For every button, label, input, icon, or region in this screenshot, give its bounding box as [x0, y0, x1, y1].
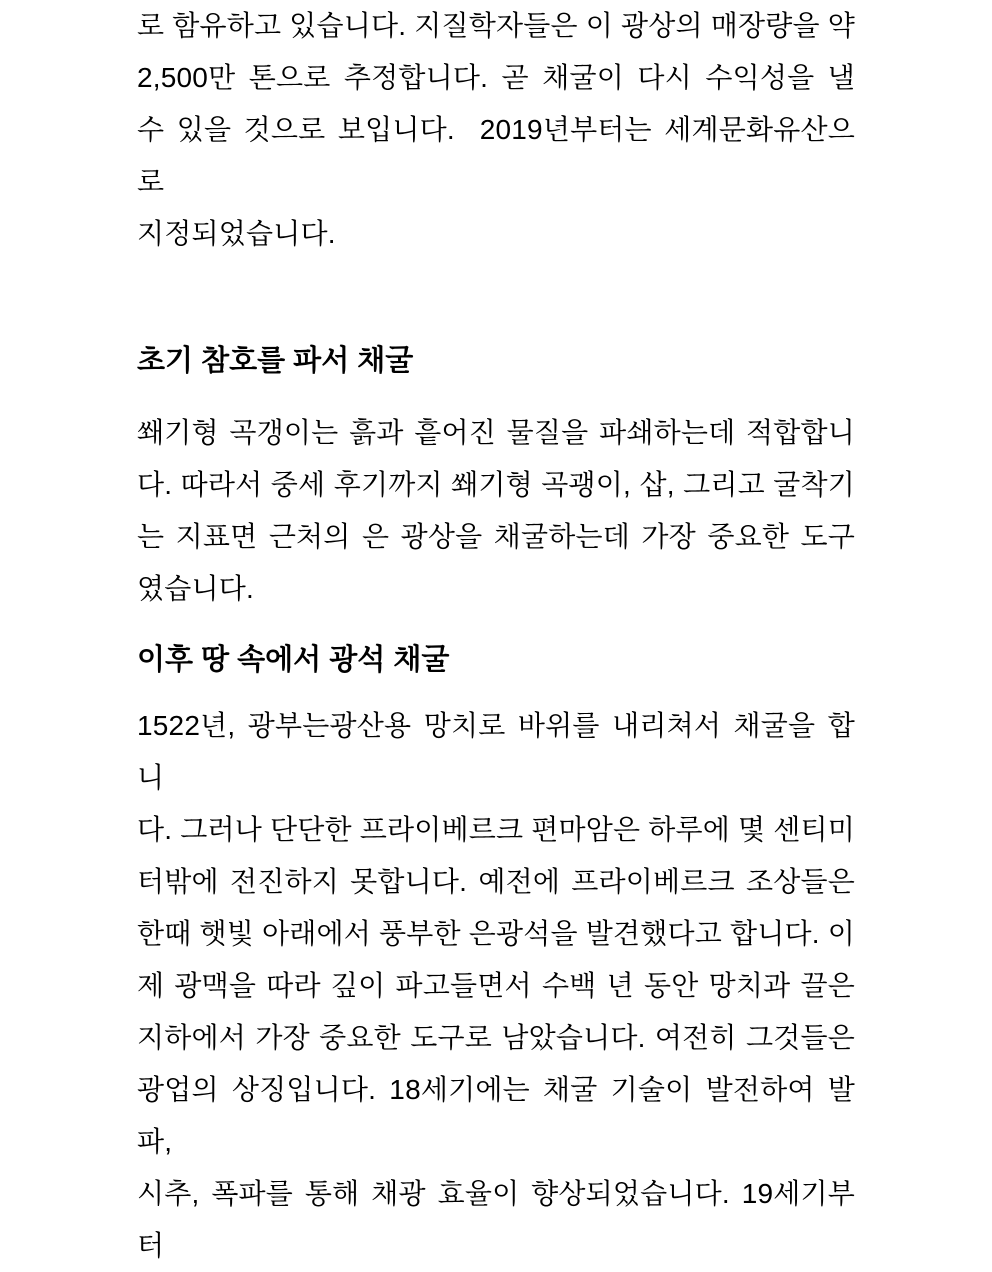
text-line: 지정되었습니다.	[137, 218, 336, 249]
text-line: 쐐기형 곡갱이는 흙과 흩어진 물질을 파쇄하는데 적합합니	[137, 417, 855, 448]
text-line: 한때 햇빛 아래에서 풍부한 은광석을 발견했다고 합니다. 이	[137, 918, 855, 949]
text-line: 1522년, 광부는광산용 망치로 바위를 내리쳐서 채굴을 합니	[137, 710, 855, 793]
intro-paragraph	[137, 0, 855, 260]
text-line: 제 광맥을 따라 깊이 파고들면서 수백 년 동안 망치과 끌은	[137, 970, 855, 1001]
section2-paragraph	[137, 700, 855, 1272]
text-line: 광업의 상징입니다. 18세기에는 채굴 기술이 발전하여 발파,	[137, 1074, 855, 1157]
text-line: 는 지표면 근처의 은 광상을 채굴하는데 가장 중요한 도구	[137, 521, 855, 552]
text-line: 수 있을 것으로 보입니다. 2019년부터는 세계문화유산으로	[137, 114, 855, 197]
text-line: 2,500만 톤으로 추정합니다. 곧 채굴이 다시 수익성을 낼	[137, 62, 855, 93]
text-line: 시추, 폭파를 통해 채광 효율이 향상되었습니다. 19세기부터	[137, 1178, 855, 1261]
text-line: 로 함유하고 있습니다. 지질학자들은 이 광상의 매장량을 약	[137, 10, 855, 41]
section-heading-early-trench-mining: 초기 참호를 파서 채굴	[137, 345, 414, 377]
section1-paragraph	[137, 407, 855, 615]
text-line: 다. 따라서 중세 후기까지 쐐기형 곡괭이, 삽, 그리고 굴착기	[137, 469, 855, 500]
text-line: 다. 그러나 단단한 프라이베르크 편마암은 하루에 몇 센티미	[137, 814, 855, 845]
text-line: 지하에서 가장 중요한 도구로 남았습니다. 여전히 그것들은	[137, 1022, 855, 1053]
section-heading-underground-ore-mining: 이후 땅 속에서 광석 채굴	[137, 644, 450, 676]
text-line: 였습니다.	[137, 573, 254, 604]
text-line: 터밖에 전진하지 못합니다. 예전에 프라이베르크 조상들은	[137, 866, 855, 897]
